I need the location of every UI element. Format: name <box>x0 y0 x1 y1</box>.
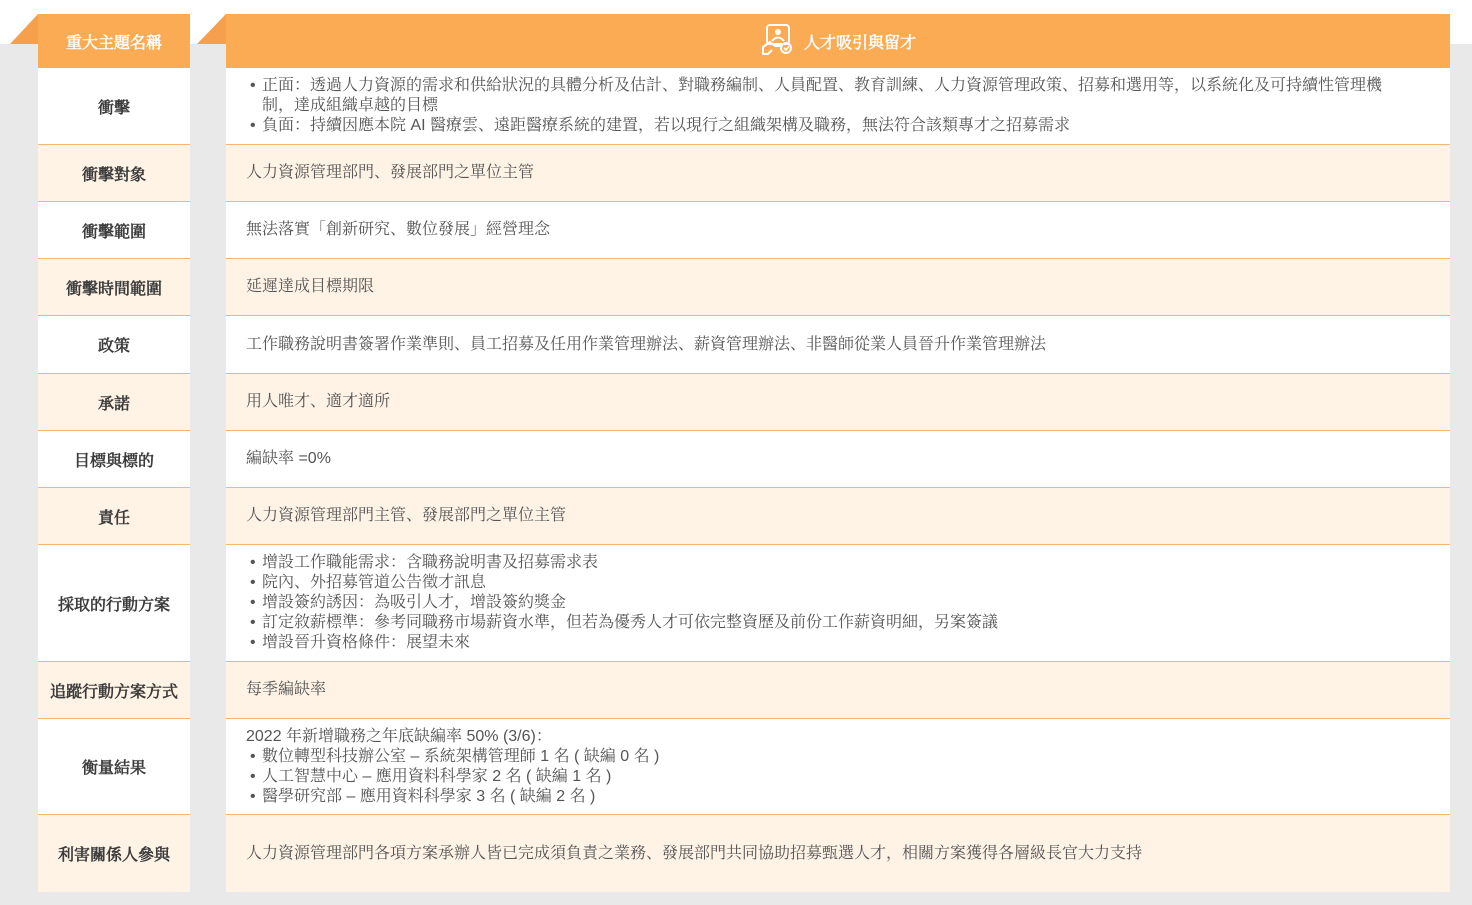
row-content-cell <box>226 68 1450 145</box>
row-label-cell <box>38 316 190 374</box>
row-label-cell <box>38 719 190 815</box>
row-content-cell <box>226 488 1450 545</box>
row-text: 人力資源管理部門、發展部門之單位主管 <box>246 164 535 181</box>
topic-title: 人才吸引與留才 <box>803 34 916 52</box>
background-left-band <box>0 44 42 905</box>
row-label-cell <box>38 374 190 431</box>
row-text: 延遲達成目標期限 <box>246 278 375 295</box>
row-content-cell <box>226 259 1450 316</box>
topic-header <box>226 14 1450 68</box>
row-label: 採取的行動方案 <box>57 596 170 614</box>
row-text: 無法落實「創新研究、數位發展」經營理念 <box>246 221 551 238</box>
label-column <box>38 14 190 892</box>
row-label-cell <box>38 545 190 662</box>
row-label: 責任 <box>97 509 130 527</box>
row-text: 工作職務說明書簽署作業準則、員工招募及任用作業管理辦法、薪資管理辦法、非醫師從業人員晉升作業管理辦法 <box>246 335 1047 353</box>
bullet-item: • 醫學研究部 – 應用資料科學家 3 名 ( 缺編 2 名 ) <box>246 787 1410 807</box>
row-label-cell <box>38 202 190 259</box>
bullet-item: • 增設晉升資格條件：展望未來 <box>246 633 1410 653</box>
header-tab-corner-right <box>197 14 226 44</box>
row-content-cell <box>226 545 1450 662</box>
row-text: 人力資源管理部門主管、發展部門之單位主管 <box>246 507 567 524</box>
label-column-title: 重大主題名稱 <box>65 34 162 52</box>
row-content-cell <box>226 316 1450 374</box>
row-content-cell <box>226 815 1450 892</box>
row-label-cell <box>38 145 190 202</box>
row-content-cell <box>226 145 1450 202</box>
row-label: 承諾 <box>97 395 130 413</box>
row-label-cell <box>38 68 190 145</box>
row-label: 衝擊對象 <box>81 166 146 184</box>
background-right-band <box>1450 44 1472 905</box>
row-label: 政策 <box>97 338 130 355</box>
row-content-cell <box>226 431 1450 488</box>
row-label-cell <box>38 259 190 316</box>
content-column <box>226 14 1450 892</box>
bullet-item: • 訂定敘薪標準：參考同職務市場薪資水準，但若為優秀人才可依完整資歷及前份工作薪資明細，另案簽議 <box>246 613 1410 633</box>
background-gutter-band <box>190 44 226 905</box>
row-text: 每季編缺率 <box>246 681 327 698</box>
bullet-item: • 人工智慧中心 – 應用資料科學家 2 名 ( 缺編 1 名 ) <box>246 767 1410 787</box>
bullet-item: • 數位轉型科技辦公室 – 系統架構管理師 1 名 ( 缺編 0 名 ) <box>246 747 1410 767</box>
row-content-cell <box>226 662 1450 719</box>
label-column-header <box>38 14 190 68</box>
bullet-item: • 增設簽約誘因：為吸引人才，增設簽約獎金 <box>246 593 1410 613</box>
row-intro-text: 2022 年新增職務之年底缺編率 50% (3/6)： <box>246 727 552 745</box>
talent-icon <box>760 21 796 62</box>
row-label-cell <box>38 431 190 488</box>
row-label-cell <box>38 488 190 545</box>
row-text: 編缺率 =0% <box>246 450 331 467</box>
row-label-cell <box>38 815 190 892</box>
row-label-cell <box>38 662 190 719</box>
header-tab-corner-left <box>10 14 38 44</box>
row-content-cell <box>226 202 1450 259</box>
row-label: 衝擊 <box>97 99 130 117</box>
row-content-cell <box>226 719 1450 815</box>
row-content-cell <box>226 374 1450 431</box>
row-label: 衡量結果 <box>81 760 146 777</box>
bullet-item: • 正面：透過人力資源的需求和供給狀況的具體分析及估計、對職務編制、人員配置、教育訓練、人力資源管理政策、招募和選用等，以系統化及可持續性管理機制，達成組織卓越的目標 <box>246 76 1410 116</box>
bullet-item: • 增設工作職能需求：含職務說明書及招募需求表 <box>246 553 1410 573</box>
row-label: 追蹤行動方案方式 <box>49 683 178 701</box>
row-text: 人力資源管理部門各項方案承辦人皆已完成須負責之業務、發展部門共同協助招募甄選人才，相關方案獲得各層級長官大力支持 <box>246 844 1143 862</box>
row-label: 利害關係人參與 <box>57 847 170 864</box>
row-text: 用人唯才、適才適所 <box>246 393 391 410</box>
background-bottom-band <box>0 892 1472 905</box>
row-label: 目標與標的 <box>73 452 154 470</box>
bullet-item: • 負面：持續因應本院 AI 醫療雲、遠距醫療系統的建置，若以現行之組織架構及職務，無法符合該類專才之招募需求 <box>246 116 1410 136</box>
row-label: 衝擊時間範圍 <box>65 280 162 298</box>
row-label: 衝擊範圍 <box>81 223 146 241</box>
bullet-item: • 院內、外招募管道公告徵才訊息 <box>246 573 1410 593</box>
